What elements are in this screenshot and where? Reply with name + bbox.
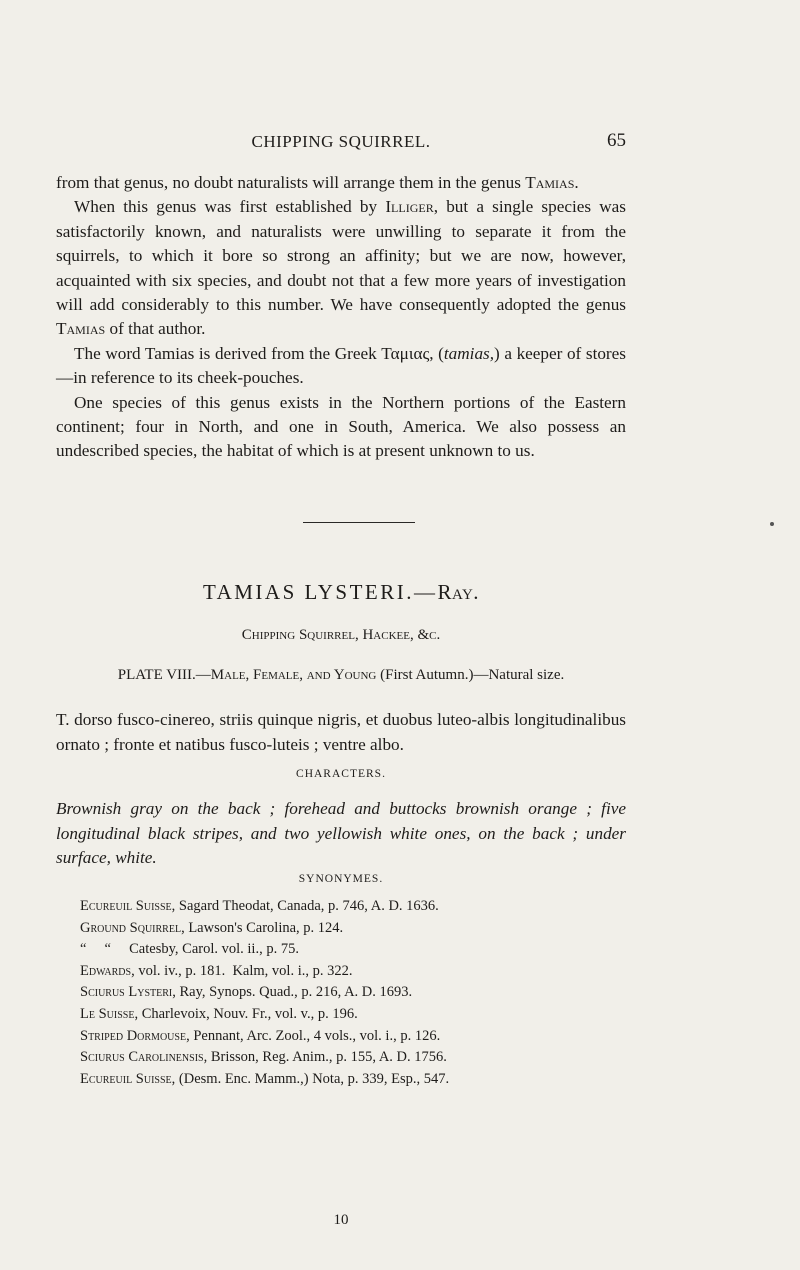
species-author: Ray. bbox=[437, 580, 480, 604]
paragraph-1 bbox=[56, 171, 626, 195]
genus-name: Tamias bbox=[525, 173, 575, 192]
synonymes-list bbox=[80, 896, 640, 1090]
synonym-name: Striped Dormouse bbox=[80, 1027, 187, 1044]
text-run: , but a single species was satisfactorily known, and naturalists were unwilling to separate it from the squirrels, to which it bore so strong an affinity; but we are now, however, acquainted with six species, and doubt not that a few more years of investigation will add considerably to this number. We have consequently adopted the genus bbox=[56, 197, 626, 315]
characters-heading: CHARACTERS. bbox=[296, 768, 386, 780]
synonym-reference: , Ray, Synops. Quad., p. 216, A. D. 1693. bbox=[172, 984, 413, 1001]
plate-caption bbox=[56, 667, 626, 684]
synonym-reference: , Charlevoix, Nouv. Fr., vol. v., p. 196. bbox=[134, 1005, 358, 1022]
synonym-name: Le Suisse bbox=[80, 1005, 135, 1022]
text-run: . bbox=[574, 173, 579, 192]
synonym-reference: , vol. iv., p. 181. Kalm, vol. i., p. 322. bbox=[131, 962, 353, 979]
list-item bbox=[80, 939, 640, 961]
list-item bbox=[80, 982, 640, 1004]
text-run: When this genus was first established by bbox=[74, 197, 386, 217]
text-run: from that genus, no doubt naturalists will arrange them in the genus bbox=[56, 173, 526, 192]
text-run: The word Tamias is derived from the Greek bbox=[74, 343, 382, 363]
synonym-reference: , Pennant, Arc. Zool., 4 vols., vol. i., p. 126. bbox=[186, 1027, 441, 1044]
synonym-name: Edwards bbox=[80, 962, 132, 979]
italic-word: tamias, bbox=[443, 343, 495, 363]
synonym-name: Ecureuil Suisse bbox=[80, 1070, 172, 1087]
characters-text: Brownish gray on the back ; forehead and buttocks brownish orange ; five longitudinal black stripes, and two yellowish white ones, on the back ; under surface, white. bbox=[56, 799, 626, 867]
synonym-name: Sciurus Lysteri bbox=[80, 984, 173, 1001]
plate-note: (First Autumn.)—Natural size. bbox=[376, 667, 565, 683]
species-title bbox=[56, 580, 626, 605]
text-run: ) a keeper of stores—in reference to its cheek-pouches. bbox=[56, 343, 626, 388]
synonym-reference: Catesby, Carol. vol. ii., p. 75. bbox=[111, 941, 299, 958]
greek-word: Ταμιας bbox=[381, 343, 430, 363]
genus-name: Tamias bbox=[56, 319, 106, 339]
synonym-reference: , Sagard Theodat, Canada, p. 746, A. D. 1636. bbox=[171, 898, 439, 914]
signature-mark: 10 bbox=[333, 1212, 349, 1228]
synonym-reference: , Lawson's Carolina, p. 124. bbox=[181, 919, 344, 936]
list-item bbox=[80, 918, 640, 940]
species-name: TAMIAS LYSTERI.— bbox=[202, 580, 438, 604]
paragraph-4: One species of this genus exists in the Northern portions of the Eastern continent; four in North, and one in South, America. We also possess an undescribed species, the habitat of which is at present unknown to us. bbox=[56, 392, 626, 461]
list-item bbox=[80, 1026, 640, 1048]
paragraph-2 bbox=[56, 195, 626, 341]
list-item bbox=[80, 1047, 640, 1069]
plate-label: PLATE VIII.— bbox=[117, 667, 211, 683]
running-title: CHIPPING SQUIRREL. bbox=[251, 132, 431, 151]
common-name: Chipping Squirrel, Hackee, &c. bbox=[241, 627, 441, 643]
synonym-name: Ground Squirrel bbox=[80, 919, 182, 936]
page-header bbox=[56, 130, 626, 160]
text-run: of that author. bbox=[105, 319, 206, 339]
latin-description: T. dorso fusco-cinereo, striis quinque nigris, et duobus luteo-albis longitudinalibus ornato ; fronte et natibus fusco-luteis ; ventre albo. bbox=[56, 710, 626, 754]
paragraph-3 bbox=[56, 342, 626, 391]
synonymes-heading: SYNONYMES. bbox=[298, 873, 384, 885]
text-run: , ( bbox=[429, 343, 444, 363]
synonym-reference: , Brisson, Reg. Anim., p. 155, A. D. 1756. bbox=[203, 1049, 447, 1066]
list-item bbox=[80, 896, 640, 918]
intro-text bbox=[56, 171, 626, 464]
list-item bbox=[80, 1069, 640, 1091]
synonym-name: Sciurus Carolinensis bbox=[80, 1049, 204, 1066]
list-item bbox=[80, 1004, 640, 1026]
section-divider bbox=[303, 522, 415, 523]
page-number: 65 bbox=[607, 130, 626, 151]
plate-subjects: Male, Female, and Young bbox=[210, 667, 377, 683]
print-fleck bbox=[770, 522, 774, 526]
author-name: Illiger bbox=[385, 197, 434, 217]
synonym-name: Ecureuil Suisse bbox=[80, 898, 172, 914]
synonym-reference: , (Desm. Enc. Mamm.,) Nota, p. 339, Esp., 547. bbox=[171, 1070, 450, 1087]
synonym-name: “ “ bbox=[80, 941, 111, 958]
list-item bbox=[80, 961, 640, 983]
